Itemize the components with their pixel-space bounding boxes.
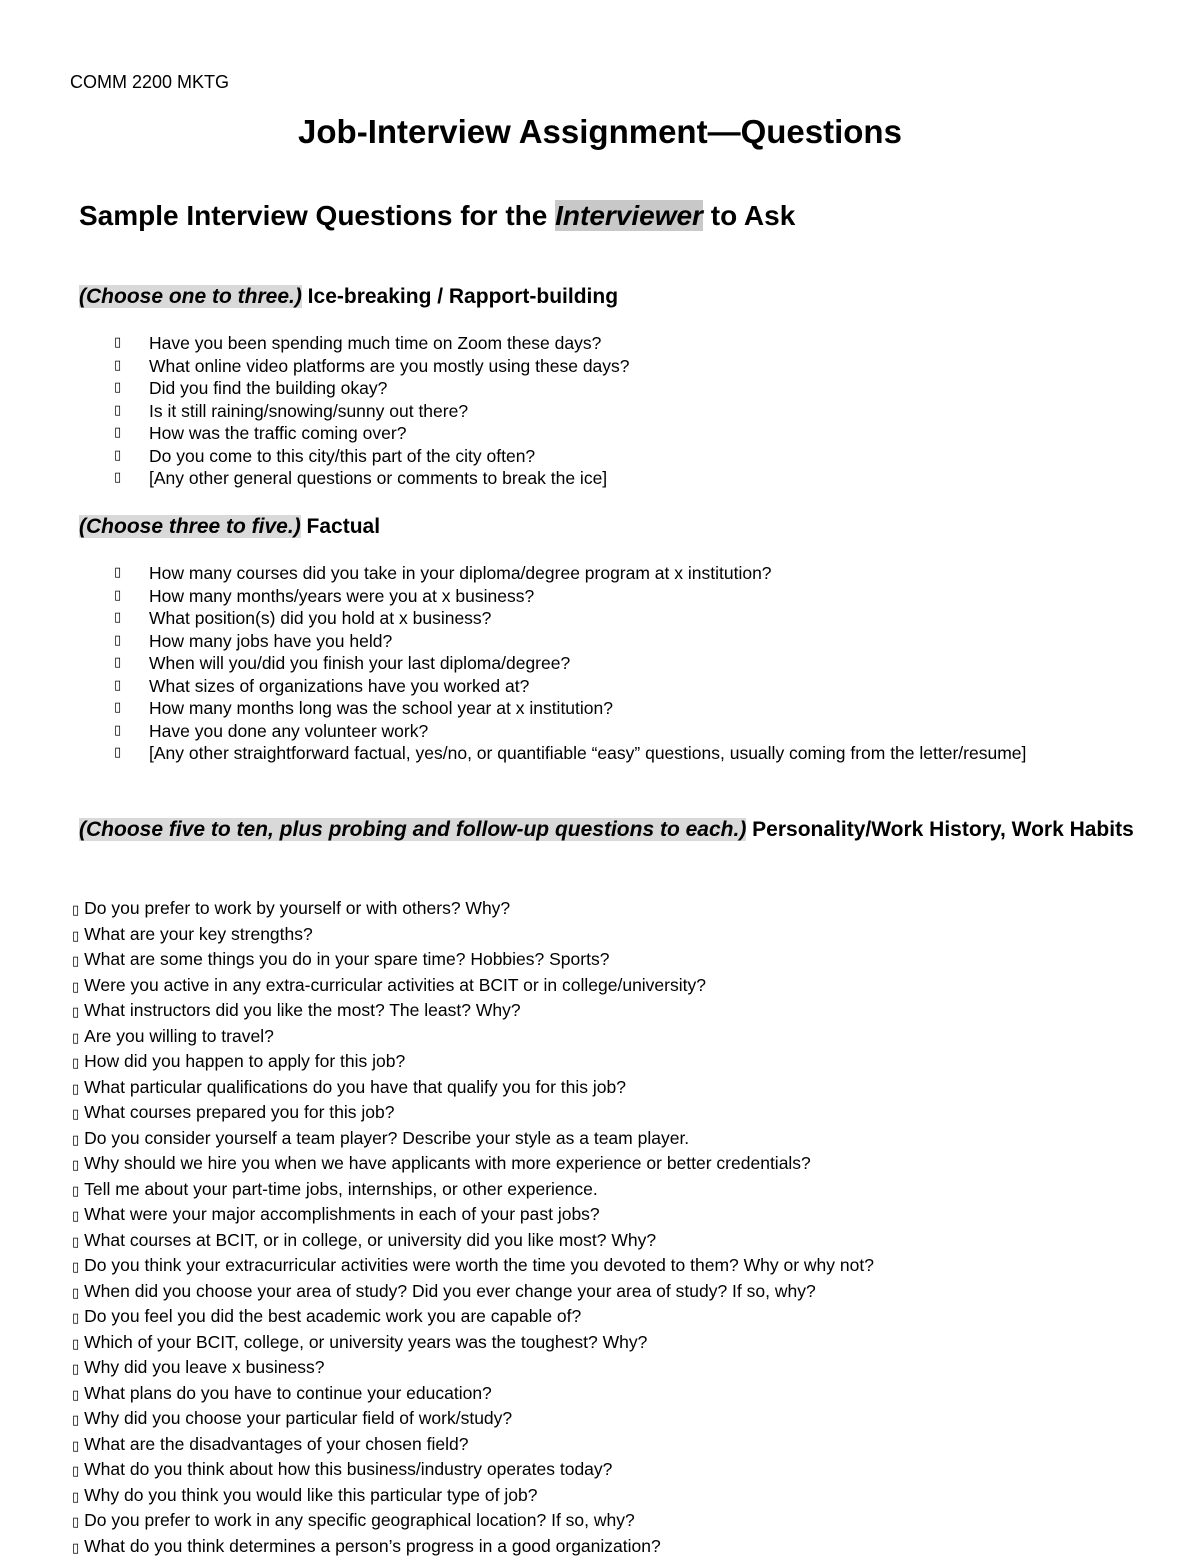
question-item bbox=[114, 607, 1034, 630]
bullet-box-icon: ▯ bbox=[72, 1286, 79, 1301]
question-text: What courses prepared you for this job? bbox=[84, 1102, 394, 1122]
icebreaking-question-list bbox=[114, 332, 1034, 490]
question-item bbox=[72, 1331, 1072, 1357]
personality-question-list bbox=[72, 897, 1072, 1560]
course-code: COMM 2200 MKTG bbox=[70, 72, 229, 93]
question-item bbox=[72, 1025, 1072, 1051]
question-item bbox=[72, 1229, 1072, 1255]
bullet-box-icon: ▯ bbox=[72, 1056, 79, 1071]
question-text: Do you think your extracurricular activities were worth the time you devoted to them? Why or why not? bbox=[84, 1255, 874, 1275]
question-text: Do you come to this city/this part of the city often? bbox=[149, 446, 535, 466]
bullet-box-icon: ▯ bbox=[72, 1337, 79, 1352]
question-text: Why do you think you would like this particular type of job? bbox=[84, 1485, 537, 1505]
question-text: How many months/years were you at x business? bbox=[149, 586, 534, 606]
question-text: Which of your BCIT, college, or university years was the toughest? Why? bbox=[84, 1332, 647, 1352]
question-item bbox=[72, 1178, 1072, 1204]
bullet-box-icon: ▯ bbox=[114, 332, 121, 355]
bullet-box-icon: ▯ bbox=[72, 1515, 79, 1530]
question-item bbox=[72, 1127, 1072, 1153]
question-item bbox=[114, 742, 1034, 765]
question-item bbox=[72, 974, 1072, 1000]
question-text: [Any other general questions or comments to break the ice] bbox=[149, 468, 607, 488]
bullet-box-icon: ▯ bbox=[72, 929, 79, 944]
bullet-box-icon: ▯ bbox=[72, 954, 79, 969]
bullet-box-icon: ▯ bbox=[72, 1158, 79, 1173]
question-text: What are some things you do in your spare time? Hobbies? Sports? bbox=[84, 949, 609, 969]
question-text: What do you think determines a person’s progress in a good organization? bbox=[84, 1536, 661, 1556]
bullet-box-icon: ▯ bbox=[72, 1388, 79, 1403]
question-text: Do you consider yourself a team player? Describe your style as a team player. bbox=[84, 1128, 689, 1148]
question-text: Tell me about your part-time jobs, internships, or other experience. bbox=[84, 1179, 598, 1199]
section-heading-icebreaking bbox=[79, 284, 618, 310]
bullet-box-icon: ▯ bbox=[114, 675, 121, 698]
question-text: What instructors did you like the most? The least? Why? bbox=[84, 1000, 520, 1020]
question-text: Why should we hire you when we have applicants with more experience or better credentials? bbox=[84, 1153, 811, 1173]
question-text: Are you willing to travel? bbox=[84, 1026, 274, 1046]
question-text: How many months long was the school year at x institution? bbox=[149, 698, 613, 718]
question-text: Why did you leave x business? bbox=[84, 1357, 324, 1377]
question-item bbox=[72, 897, 1072, 923]
subtitle-highlight: Interviewer bbox=[555, 200, 703, 231]
bullet-box-icon: ▯ bbox=[114, 422, 121, 445]
document-title: Job-Interview Assignment—Questions bbox=[0, 113, 1200, 151]
bullet-box-icon: ▯ bbox=[114, 445, 121, 468]
bullet-box-icon: ▯ bbox=[72, 1209, 79, 1224]
question-item bbox=[72, 1076, 1072, 1102]
question-item bbox=[72, 1280, 1072, 1306]
bullet-box-icon: ▯ bbox=[72, 1005, 79, 1020]
question-text: Is it still raining/snowing/sunny out there? bbox=[149, 401, 468, 421]
question-item bbox=[72, 1382, 1072, 1408]
bullet-box-icon: ▯ bbox=[72, 1133, 79, 1148]
bullet-box-icon: ▯ bbox=[72, 1260, 79, 1275]
question-text: Why did you choose your particular field of work/study? bbox=[84, 1408, 512, 1428]
section-heading-personality bbox=[79, 817, 1139, 843]
question-item bbox=[114, 720, 1034, 743]
question-item bbox=[72, 1254, 1072, 1280]
question-item bbox=[114, 355, 1034, 378]
section-title: Personality/Work History, Work Habits bbox=[746, 818, 1133, 841]
section-instruction: (Choose five to ten, plus probing and follow-up questions to each.) bbox=[79, 818, 746, 841]
question-text: What position(s) did you hold at x business? bbox=[149, 608, 491, 628]
bullet-box-icon: ▯ bbox=[72, 1541, 79, 1556]
question-text: When will you/did you finish your last diploma/degree? bbox=[149, 653, 570, 673]
question-item bbox=[72, 1407, 1072, 1433]
bullet-box-icon: ▯ bbox=[72, 1439, 79, 1454]
bullet-box-icon: ▯ bbox=[72, 903, 79, 918]
question-text: What plans do you have to continue your education? bbox=[84, 1383, 492, 1403]
question-item bbox=[114, 585, 1034, 608]
question-text: Do you feel you did the best academic work you are capable of? bbox=[84, 1306, 581, 1326]
question-item bbox=[114, 697, 1034, 720]
question-item bbox=[114, 445, 1034, 468]
bullet-box-icon: ▯ bbox=[114, 377, 121, 400]
subtitle-suffix: to Ask bbox=[703, 200, 795, 231]
question-item bbox=[72, 1535, 1072, 1560]
question-text: Have you done any volunteer work? bbox=[149, 721, 428, 741]
question-text: Were you active in any extra-curricular activities at BCIT or in college/university? bbox=[84, 975, 706, 995]
question-text: What courses at BCIT, or in college, or university did you like most? Why? bbox=[84, 1230, 656, 1250]
question-text: How many courses did you take in your diploma/degree program at x institution? bbox=[149, 563, 772, 583]
bullet-box-icon: ▯ bbox=[114, 355, 121, 378]
bullet-box-icon: ▯ bbox=[72, 980, 79, 995]
bullet-box-icon: ▯ bbox=[114, 630, 121, 653]
question-item bbox=[114, 630, 1034, 653]
question-text: What are your key strengths? bbox=[84, 924, 313, 944]
question-item bbox=[72, 1356, 1072, 1382]
bullet-box-icon: ▯ bbox=[114, 720, 121, 743]
bullet-box-icon: ▯ bbox=[72, 1031, 79, 1046]
bullet-box-icon: ▯ bbox=[72, 1184, 79, 1199]
subtitle-prefix: Sample Interview Questions for the bbox=[79, 200, 555, 231]
bullet-box-icon: ▯ bbox=[114, 400, 121, 423]
document-subtitle bbox=[79, 200, 795, 232]
question-item bbox=[72, 1484, 1072, 1510]
section-title: Factual bbox=[301, 515, 380, 538]
bullet-box-icon: ▯ bbox=[114, 467, 121, 490]
question-text: Have you been spending much time on Zoom these days? bbox=[149, 333, 601, 353]
section-title: Ice-breaking / Rapport-building bbox=[302, 285, 618, 308]
question-text: What online video platforms are you mostly using these days? bbox=[149, 356, 630, 376]
question-text: What do you think about how this business/industry operates today? bbox=[84, 1459, 612, 1479]
question-item bbox=[114, 422, 1034, 445]
question-item bbox=[72, 999, 1072, 1025]
question-item bbox=[114, 562, 1034, 585]
bullet-box-icon: ▯ bbox=[114, 562, 121, 585]
question-item bbox=[72, 1203, 1072, 1229]
bullet-box-icon: ▯ bbox=[72, 1082, 79, 1097]
section-instruction: (Choose one to three.) bbox=[79, 285, 302, 308]
question-item bbox=[72, 923, 1072, 949]
bullet-box-icon: ▯ bbox=[114, 652, 121, 675]
question-text: When did you choose your area of study? Did you ever change your area of study? If so, why? bbox=[84, 1281, 816, 1301]
question-text: What were your major accomplishments in each of your past jobs? bbox=[84, 1204, 600, 1224]
question-item bbox=[114, 332, 1034, 355]
question-text: [Any other straightforward factual, yes/no, or quantifiable “easy” questions, usually coming from the letter/resume] bbox=[149, 743, 1026, 763]
bullet-box-icon: ▯ bbox=[72, 1235, 79, 1250]
question-text: How did you happen to apply for this job? bbox=[84, 1051, 405, 1071]
question-text: What sizes of organizations have you worked at? bbox=[149, 676, 529, 696]
question-item bbox=[114, 675, 1034, 698]
question-text: What are the disadvantages of your chosen field? bbox=[84, 1434, 468, 1454]
question-text: Do you prefer to work in any specific geographical location? If so, why? bbox=[84, 1510, 635, 1530]
question-item bbox=[114, 400, 1034, 423]
question-text: Did you find the building okay? bbox=[149, 378, 387, 398]
bullet-box-icon: ▯ bbox=[72, 1362, 79, 1377]
bullet-box-icon: ▯ bbox=[72, 1490, 79, 1505]
question-item bbox=[72, 1101, 1072, 1127]
bullet-box-icon: ▯ bbox=[114, 585, 121, 608]
section-heading-factual bbox=[79, 514, 380, 540]
question-item bbox=[72, 1050, 1072, 1076]
question-item bbox=[114, 377, 1034, 400]
bullet-box-icon: ▯ bbox=[72, 1413, 79, 1428]
factual-question-list bbox=[114, 562, 1034, 765]
question-item bbox=[72, 948, 1072, 974]
bullet-box-icon: ▯ bbox=[72, 1107, 79, 1122]
question-item bbox=[72, 1509, 1072, 1535]
question-item bbox=[72, 1458, 1072, 1484]
bullet-box-icon: ▯ bbox=[114, 697, 121, 720]
question-text: How was the traffic coming over? bbox=[149, 423, 406, 443]
question-item bbox=[114, 467, 1034, 490]
question-item bbox=[72, 1305, 1072, 1331]
question-text: Do you prefer to work by yourself or with others? Why? bbox=[84, 898, 510, 918]
question-item bbox=[72, 1152, 1072, 1178]
question-text: What particular qualifications do you have that qualify you for this job? bbox=[84, 1077, 626, 1097]
bullet-box-icon: ▯ bbox=[72, 1464, 79, 1479]
question-item bbox=[72, 1433, 1072, 1459]
bullet-box-icon: ▯ bbox=[114, 607, 121, 630]
bullet-box-icon: ▯ bbox=[72, 1311, 79, 1326]
bullet-box-icon: ▯ bbox=[114, 742, 121, 765]
section-instruction: (Choose three to five.) bbox=[79, 515, 301, 538]
question-item bbox=[114, 652, 1034, 675]
question-text: How many jobs have you held? bbox=[149, 631, 392, 651]
